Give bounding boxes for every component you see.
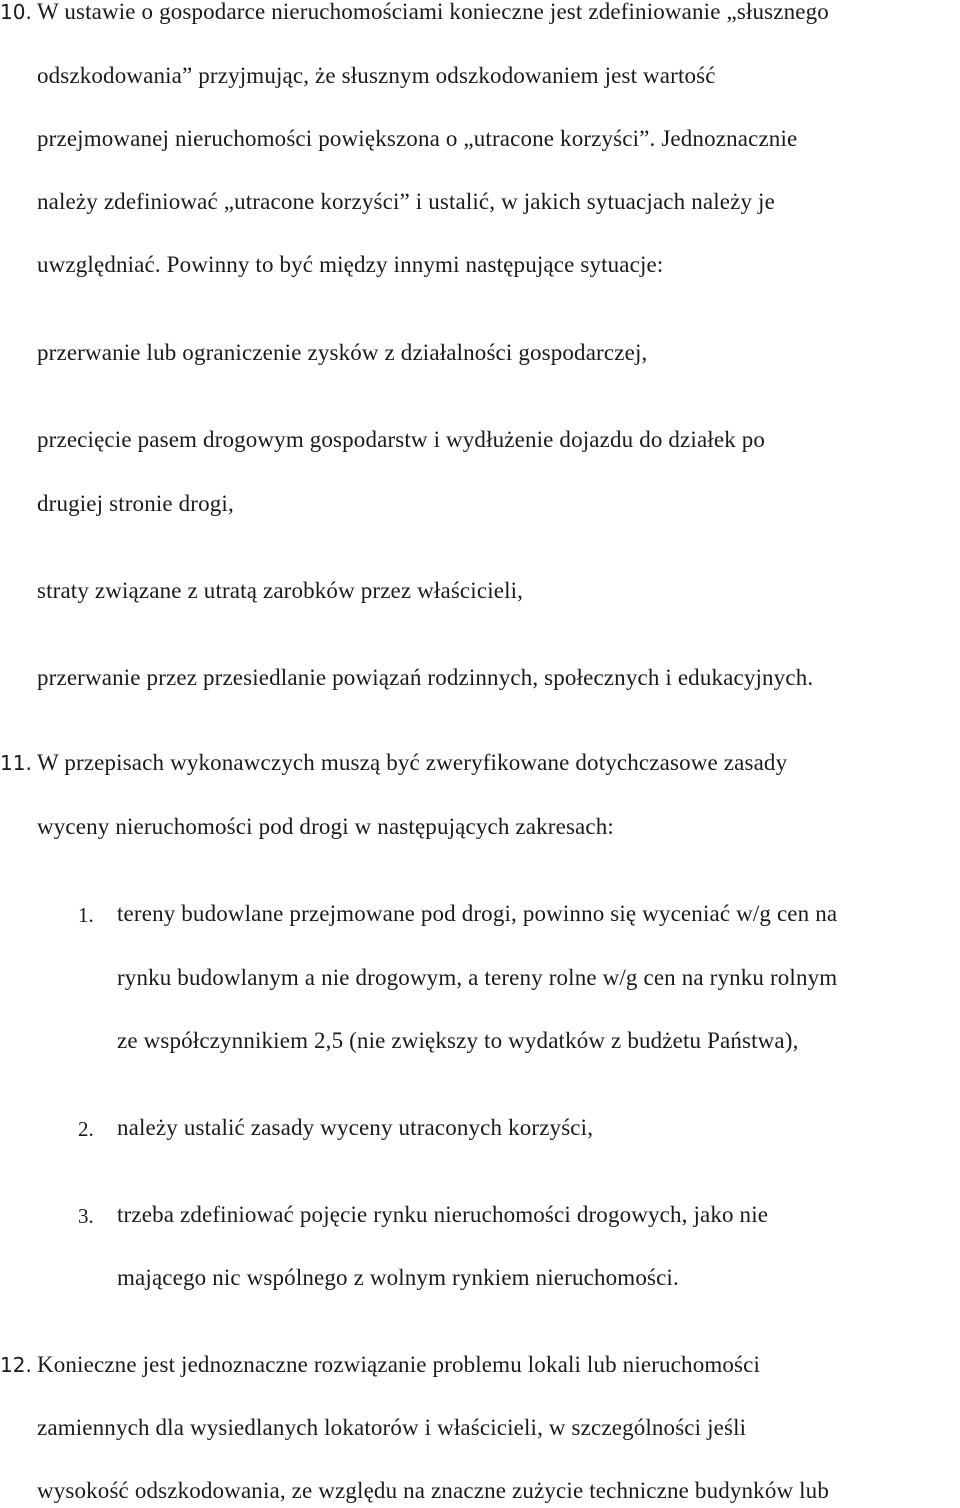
subitem-line: rynku budowlanym a nie drogowym, a tereny rolne w/g cen na rynku rolnym xyxy=(117,965,838,990)
subitem-number: 1. xyxy=(78,903,94,927)
paragraph-line: W ustawie o gospodarce nieruchomościami konieczne jest zdefiniowanie „słusznego xyxy=(37,0,829,24)
paragraph-line: W przepisach wykonawczych muszą być zweryfikowane dotychczasowe zasady xyxy=(37,750,788,775)
subitem-line: ze współczynnikiem 2,5 (nie zwiększy to wydatków z budżetu Państwa), xyxy=(117,1028,799,1053)
subitem-number: 3. xyxy=(78,1204,94,1228)
subitem-number: 2. xyxy=(78,1117,94,1141)
paragraph-line: zamiennych dla wysiedlanych lokatorów i właścicieli, w szczególności jeśli xyxy=(37,1415,747,1440)
paragraph-line: przejmowanej nieruchomości powiększona o „utracone korzyści”. Jednoznacznie xyxy=(37,126,798,151)
subitem-line: mającego nic wspólnego z wolnym rynkiem nieruchomości. xyxy=(117,1265,679,1290)
paragraph-line: odszkodowania” przyjmując, że słusznym odszkodowaniem jest wartość xyxy=(37,63,716,88)
situation-line: przerwanie przez przesiedlanie powiązań rodzinnych, społecznych i edukacyjnych. xyxy=(37,665,814,690)
paragraph-line: Konieczne jest jednoznaczne rozwiązanie problemu lokali lub nieruchomości xyxy=(37,1352,761,1377)
paragraph-line: wysokość odszkodowania, ze względu na znaczne zużycie techniczne budynków lub xyxy=(37,1478,829,1503)
paragraph-line: wyceny nieruchomości pod drogi w następujących zakresach: xyxy=(37,814,614,839)
situation-line: drugiej stronie drogi, xyxy=(37,491,234,516)
situation-line: przerwanie lub ograniczenie zysków z działalności gospodarczej, xyxy=(37,340,648,365)
subitem-line: tereny budowlane przejmowane pod drogi, powinno się wyceniać w/g cen na xyxy=(117,901,838,926)
item-number: 12. xyxy=(0,1353,32,1377)
item-number: 10. xyxy=(0,0,32,24)
paragraph-line: należy zdefiniować „utracone korzyści” i ustalić, w jakich sytuacjach należy je xyxy=(37,189,775,214)
situation-line: przecięcie pasem drogowym gospodarstw i wydłużenie dojazdu do działek po xyxy=(37,427,766,452)
paragraph-line: uwzględniać. Powinny to być między innymi następujące sytuacje: xyxy=(37,252,664,277)
subitem-line: trzeba zdefiniować pojęcie rynku nieruchomości drogowych, jako nie xyxy=(117,1202,769,1227)
subitem-line: należy ustalić zasady wyceny utraconych korzyści, xyxy=(117,1115,594,1140)
situation-line: straty związane z utratą zarobków przez właścicieli, xyxy=(37,578,524,603)
item-number: 11. xyxy=(0,751,32,775)
